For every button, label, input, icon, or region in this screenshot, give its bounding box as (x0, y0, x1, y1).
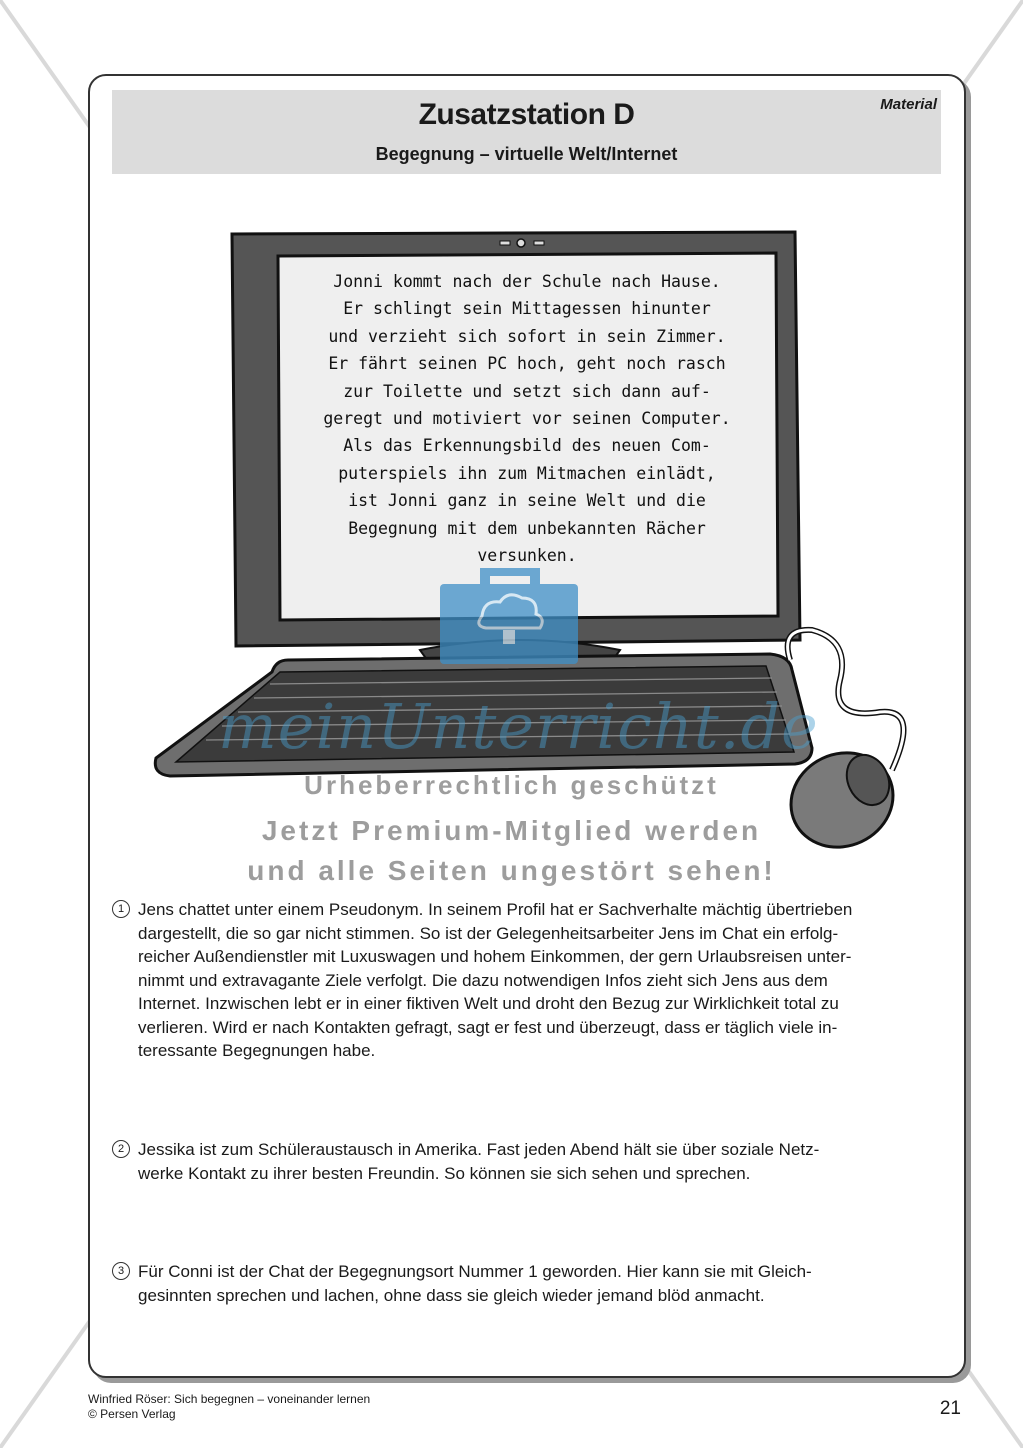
item-line: Jens chattet unter einem Pseudonym. In seinem Profil hat er Sachverhalte mächtig übertrieben (138, 900, 853, 919)
footer-credits (88, 1392, 370, 1422)
item-line: werke Kontakt zu ihrer besten Freundin. So können sie sich sehen und sprechen. (138, 1163, 751, 1183)
item-line: Jessika ist zum Schüleraustausch in Amerika. Fast jeden Abend hält sie über soziale Netz- (138, 1140, 820, 1159)
screen-line: Jonni kommt nach der Schule nach Hause. (333, 272, 721, 291)
page-title: Zusatzstation D (418, 98, 635, 131)
page-subtitle: Begegnung – virtuelle Welt/Internet (375, 144, 678, 164)
watermark-premium-2: und alle Seiten ungestört sehen! (247, 855, 776, 886)
screen-line: Er schlingt sein Mittagessen hinunter (343, 299, 711, 319)
item-line: Für Conni ist der Chat der Begegnungsort Nummer 1 geworden. Hier kann sie mit Gleich- (138, 1262, 812, 1281)
item-number: 2 (112, 1140, 130, 1158)
screen-line: Er fährt seinen PC hoch, geht noch rasch (328, 354, 726, 374)
watermark-copyright: Urheberrechtlich geschützt (304, 770, 719, 800)
screen-line: puterspiels ihn zum Mitmachen einlädt, (338, 463, 716, 483)
footer-author: Winfried Röser: Sich begegnen – voneinander lernen (88, 1392, 371, 1406)
webcam-icon (517, 239, 525, 247)
item-line: reicher Außendienstler mit Luxuswagen und hohem Einkommen, der gern Urlaubsreisen unter- (138, 947, 852, 966)
list-item (112, 1260, 942, 1307)
screen-line: Begegnung mit dem unbekannten Rächer (348, 518, 706, 538)
screen-line: ist Jonni ganz in seine Welt und die (348, 491, 706, 511)
screen-line: versunken. (477, 546, 577, 566)
item-line: dargestellt, die so gar nicht stimmen. So ist der Gelegenheitsarbeiter Jens im Chat ein erfolg- (138, 923, 839, 943)
material-tag: Material (880, 96, 937, 113)
item-number: 1 (112, 900, 130, 918)
item-number: 3 (112, 1262, 130, 1280)
screen-line: zur Toilette und setzt sich dann auf- (343, 381, 711, 401)
screen-line: Als das Erkennungsbild des neuen Com- (343, 436, 711, 456)
screen-line: geregt und motiviert vor seinen Computer. (323, 409, 731, 429)
item-line: gesinnten sprechen und lachen, ohne dass sie gleich wieder jemand blöd anmacht. (138, 1285, 765, 1305)
footer-publisher: © Persen Verlag (88, 1407, 176, 1421)
screen-line: und verzieht sich sofort in sein Zimmer. (328, 326, 726, 346)
list-item (112, 1138, 942, 1185)
page-number: 21 (939, 1398, 961, 1419)
item-line: verlieren. Wird er nach Kontakten gefragt, sagt er fest und überzeugt, dass er täglich viele in- (138, 1017, 838, 1037)
item-line: teressante Begegnungen habe. (138, 1041, 376, 1060)
watermark-brand: meinUnterricht.de (218, 690, 819, 763)
screen-story-text (298, 268, 756, 569)
list-item (112, 898, 942, 1063)
watermark-premium: Jetzt Premium-Mitglied werden (261, 815, 762, 846)
item-line: nimmt und extravagante Ziele verfolgt. Die dazu notwendigen Infos zieht sich Jens aus dem (138, 970, 828, 990)
item-line: Internet. Inzwischen lebt er in einer fiktiven Welt und droht den Bezug zur Wirklichkeit total zu (138, 994, 839, 1013)
